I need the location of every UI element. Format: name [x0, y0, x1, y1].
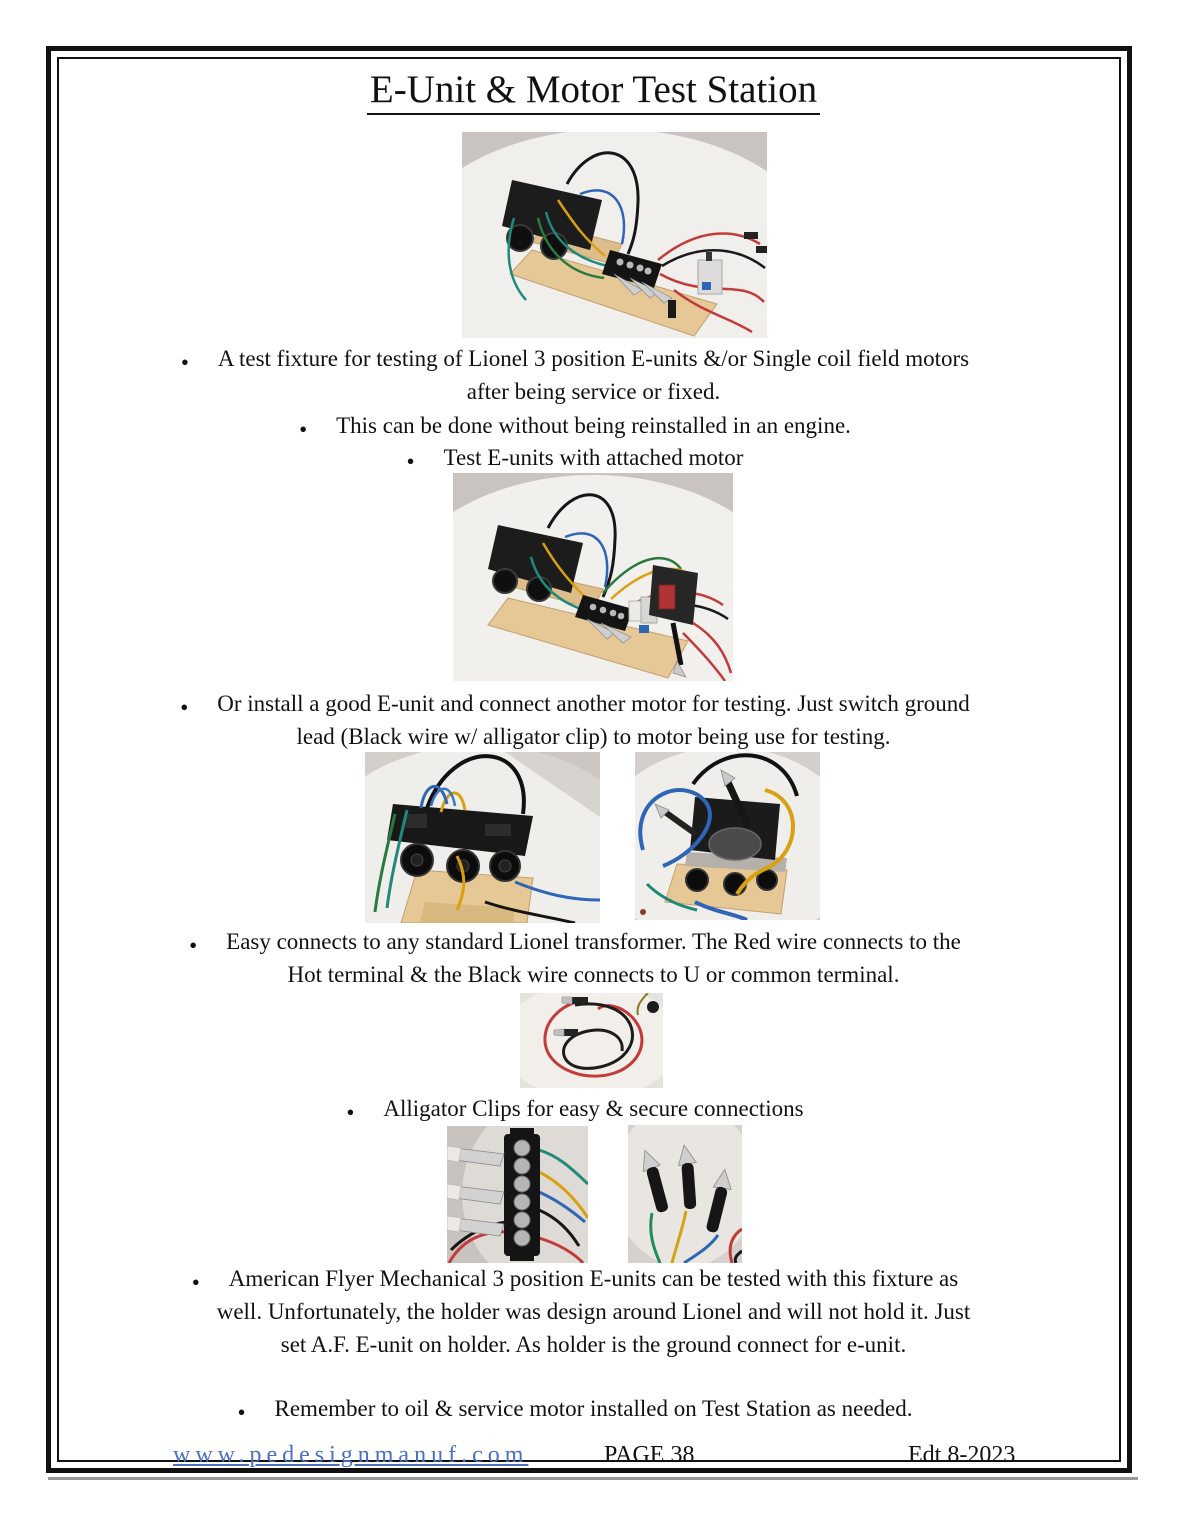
paragraph-line [0, 1295, 1187, 1328]
website-link[interactable]: www.pedesignmanuf.com [173, 1442, 529, 1468]
bullet-paragraph-5 [0, 925, 1187, 991]
bullet-paragraph-6 [0, 1092, 1187, 1125]
motor-on-ramp-illustration [365, 752, 600, 923]
paragraph-text: set A.F. E-unit on holder. As holder is the ground connect for e-unit. [280, 1332, 907, 1357]
paragraph-line [0, 1262, 1187, 1295]
alligator-clips-photo [628, 1125, 742, 1263]
terminal-strip-with-clips-photo [447, 1126, 588, 1263]
page-number-label: PAGE 38 [604, 1442, 695, 1468]
paragraph-line [0, 1328, 1187, 1361]
test-station-with-attached-motor-photo [453, 473, 733, 681]
bullet-paragraph-3 [0, 441, 1187, 474]
terminal-strip-illustration [447, 1126, 588, 1263]
paragraph-text: Remember to oil & service motor installed on Test Station as needed. [274, 1396, 913, 1421]
paragraph-text: A test fixture for testing of Lionel 3 position E-units &/or Single coil field motors [217, 346, 970, 371]
motor-on-block-illustration [635, 752, 820, 920]
paragraph-text: Easy connects to any standard Lionel transformer. The Red wire connects to the [226, 929, 961, 954]
paragraph-line [0, 925, 1187, 958]
paragraph-text: well. Unfortunately, the holder was design around Lionel and will not hold it. Just [216, 1299, 971, 1324]
paragraph-line [0, 687, 1187, 720]
motor-on-block-photo [635, 752, 820, 920]
paragraph-text: Or install a good E-unit and connect another motor for testing. Just switch ground [217, 691, 970, 716]
footer-website [173, 1440, 528, 1470]
paragraph-text: Alligator Clips for easy & secure connections [383, 1096, 804, 1121]
bullet-marker: • [180, 350, 189, 375]
bullet-marker: • [237, 1400, 246, 1425]
edition-label: Edt 8-2023 [908, 1442, 1016, 1468]
paragraph-text: Test E-units with attached motor [443, 445, 744, 470]
test-station-overview-photo [462, 132, 767, 338]
red-black-transformer-leads-photo [520, 993, 663, 1088]
paragraph-line [0, 958, 1187, 991]
bullet-paragraph-2 [0, 409, 1187, 442]
paragraph-text: This can be done without being reinstalled in an engine. [336, 413, 851, 438]
page-border-shadow [48, 1477, 1138, 1480]
bullet-marker: • [180, 695, 189, 720]
attached-motor-illustration [453, 473, 733, 681]
footer-edition [908, 1440, 1015, 1470]
bullet-paragraph-7 [0, 1262, 1187, 1361]
paragraph-line [0, 441, 1187, 474]
bullet-marker: • [406, 449, 415, 474]
transformer-leads-illustration [520, 993, 663, 1088]
paragraph-line [0, 1392, 1187, 1425]
bullet-paragraph-4 [0, 687, 1187, 753]
test-station-overview-illustration [462, 132, 767, 338]
bullet-marker: • [346, 1100, 355, 1125]
paragraph-text: after being service or fixed. [466, 379, 721, 404]
alligator-clips-illustration [628, 1125, 742, 1263]
paragraph-line [0, 720, 1187, 753]
bullet-marker: • [191, 1270, 200, 1295]
bullet-paragraph-8 [0, 1392, 1187, 1425]
paragraph-line [0, 375, 1187, 408]
paragraph-text: lead (Black wire w/ alligator clip) to motor being use for testing. [296, 724, 891, 749]
footer-page-number [604, 1440, 694, 1470]
paragraph-text: Hot terminal & the Black wire connects to U or common terminal. [287, 962, 900, 987]
paragraph-line [0, 342, 1187, 375]
paragraph-line [0, 409, 1187, 442]
paragraph-line [0, 1092, 1187, 1125]
bullet-marker: • [299, 417, 308, 442]
bullet-paragraph-1 [0, 342, 1187, 408]
paragraph-text: American Flyer Mechanical 3 position E-units can be tested with this fixture as [228, 1266, 959, 1291]
motor-on-ramp-photo [365, 752, 600, 923]
bullet-marker: • [189, 933, 198, 958]
title-row [0, 66, 1187, 114]
page-title: E-Unit & Motor Test Station [367, 68, 820, 115]
